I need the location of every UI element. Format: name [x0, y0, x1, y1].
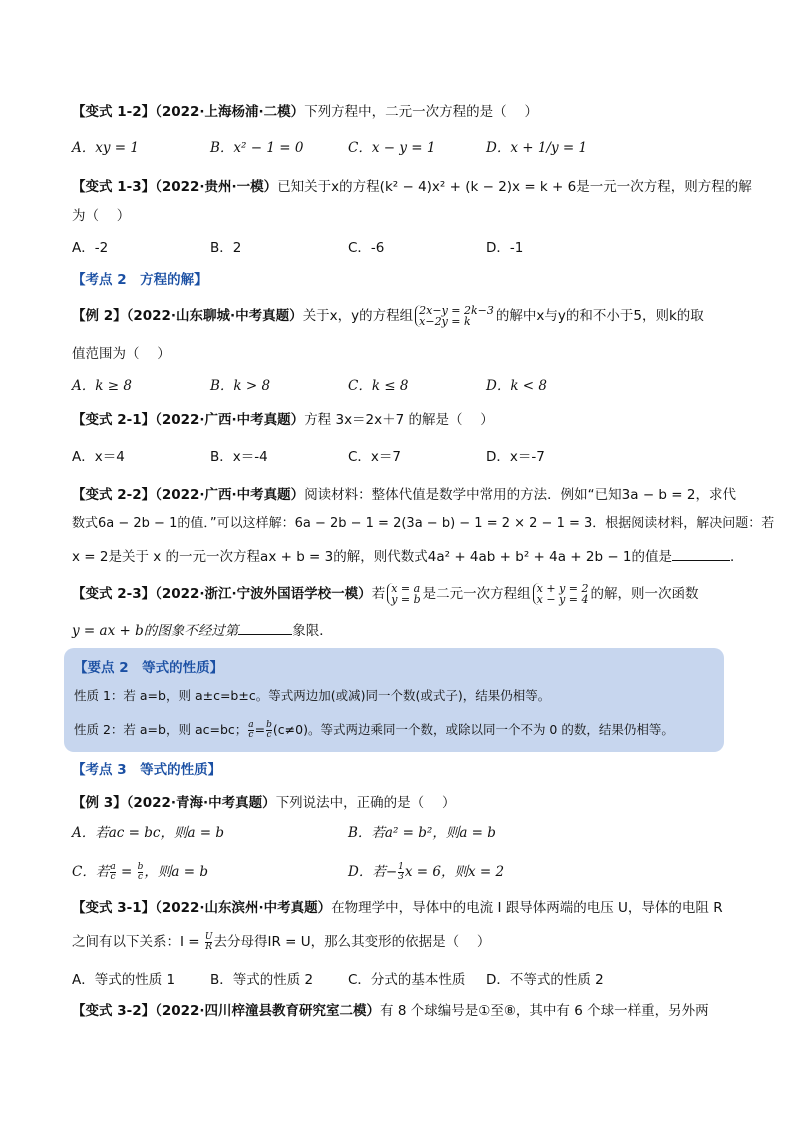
section-heading: 【考点 2 方程的解】: [72, 272, 208, 288]
equation: y = b: [391, 593, 421, 606]
fraction: [266, 721, 272, 740]
options-2-1: [72, 447, 734, 467]
option-c: C．-6: [348, 240, 385, 256]
denominator: c: [110, 872, 116, 882]
option-c: C．x＝7: [348, 449, 402, 465]
property-text: 性质 2：若 a=b，则 ac=bc；: [74, 722, 248, 737]
question-text: 下列方程中，二元一次方程的是（ ）: [304, 104, 538, 120]
fraction: [398, 863, 404, 882]
question-2-3-line2: [72, 620, 333, 641]
options-1-2: [72, 138, 734, 158]
equation-system: [387, 583, 420, 605]
answer-blank[interactable]: [672, 546, 730, 561]
option-c: C．分式的基本性质: [348, 972, 466, 988]
question-source: （2022·广西·中考真题）: [155, 412, 305, 428]
question-2-2-line2: 数式6a − 2b − 1的值．”可以这样解：6a − 2b − 1 = 2(3a − b) − 1 = 2 × 2 − 1 = 3．根据阅读材料，解决问题：若: [72, 516, 775, 531]
question-label: 【变式 3-2】: [72, 1003, 156, 1019]
equation: x − y = 4: [536, 593, 589, 606]
answer-blank[interactable]: [238, 620, 292, 635]
equation: x + y = 2: [536, 582, 589, 595]
numerator: U: [204, 931, 213, 942]
option-d: [348, 860, 504, 884]
question-1-3-cont: [72, 206, 130, 226]
question-text: 在物理学中，导体中的电流 I 跟导体两端的电压 U，导体的电阻 R: [331, 900, 723, 916]
fraction: [248, 721, 253, 740]
question-text: 的解中x与y的和不小于5，则k的取: [495, 308, 704, 324]
option-a: A．-2: [72, 240, 109, 256]
property-text: (c≠0)。等式两边乘同一个数，或除以同一个不为 0 的数，结果仍相等。: [272, 722, 674, 737]
question-label: 【变式 2-1】: [72, 412, 156, 428]
options-ex2: [72, 376, 734, 396]
question-label: 【例 3】: [72, 795, 127, 811]
question-text: 方程 3x＝2x＋7 的解是（ ）: [304, 412, 494, 428]
question-2-2-line3: [72, 546, 744, 567]
question-1-3: [72, 177, 752, 197]
option-b: B．x² − 1 = 0: [210, 140, 304, 156]
equation-system: [415, 305, 494, 327]
question-source: （2022·山东滨州·中考真题）: [155, 900, 332, 916]
options-ex3-cd: [72, 860, 734, 884]
question-text: 的解，则一次函数: [590, 586, 699, 602]
equation: x = a: [391, 582, 421, 595]
question-source: （2022·广西·中考真题）: [155, 487, 305, 503]
fraction: [205, 933, 213, 952]
question-source: （2022·山东聊城·中考真题）: [126, 308, 303, 324]
option-a: A．x＝4: [72, 449, 125, 465]
question-text: 之间有以下关系：I =: [72, 934, 204, 950]
question-label: 【例 2】: [72, 308, 127, 324]
question-text: 值范围为（ ）: [72, 346, 171, 362]
question-text: x = 2是关于 x 的一元一次方程ax + b = 3的解，则代数式4a² + 4ab + b² + 4a + 2b − 1的值是: [72, 549, 673, 565]
option-b: B．2: [210, 240, 242, 256]
option-b: B．若a² = b²，则a = b: [348, 825, 496, 841]
fraction: [110, 863, 115, 882]
question-text: 是二元一次方程组: [422, 586, 531, 602]
denominator: R: [205, 941, 213, 952]
option-b: B．k > 8: [210, 378, 271, 394]
denominator: c: [266, 730, 272, 740]
example-3: [72, 793, 455, 813]
option-d: D．不等式的性质 2: [486, 972, 604, 988]
options-ex3-ab: [72, 823, 734, 843]
example-2-cont: [72, 344, 171, 364]
section-heading: 【考点 3 等式的性质】: [72, 762, 222, 778]
option-d: D．x + 1/y = 1: [486, 140, 588, 156]
question-source: （2022·上海杨浦·二模）: [155, 104, 305, 120]
property-2: 性质 2：若 a=b，则 ac=bc； $\frac{a}{c}$ = $\frac{b}{c}$ (c≠0)。等式两边乘同一个数，或除以同一个不为 0 的数，结果仍相等。: [74, 720, 674, 740]
option-c: C．x − y = 1: [348, 140, 436, 156]
numerator: a: [248, 720, 254, 730]
question-source: （2022·浙江·宁波外国语学校一模）: [155, 586, 372, 602]
option-d: D．x＝-7: [486, 449, 545, 465]
example-2: [72, 303, 704, 329]
option-d: D．k < 8: [486, 378, 547, 394]
question-label: 【变式 2-2】: [72, 487, 156, 503]
denominator: c: [248, 730, 254, 740]
option-text: ，则a = b: [144, 864, 208, 880]
option-a: A．等式的性质 1: [72, 972, 176, 988]
question-text: 有 8 个球编号是①至⑧，其中有 6 个球一样重，另外两: [380, 1003, 709, 1019]
equation: 2x−y = 2k−3: [419, 304, 494, 317]
numerator: b: [137, 862, 144, 872]
question-text: ．: [730, 549, 744, 565]
options-3-1: [72, 970, 734, 990]
question-label: 【变式 1-2】: [72, 104, 156, 120]
question-label: 【变式 1-3】: [72, 179, 156, 195]
question-text: 象限．: [292, 623, 333, 639]
option-b: B．x＝-4: [210, 449, 268, 465]
question-3-1-line2: [72, 930, 490, 954]
option-b: B．等式的性质 2: [210, 972, 314, 988]
key-point-title: 【要点 2 等式的性质】: [74, 660, 224, 676]
option-a: A．xy = 1: [72, 140, 139, 156]
option-text: C．若: [72, 864, 110, 880]
numerator: a: [110, 862, 116, 872]
equation: x−2y = k: [419, 315, 471, 328]
numerator: b: [266, 720, 272, 730]
question-text: 已知关于x的方程(k² − 4)x² + (k − 2)x = k + 6是一元一次方程，则方程的解: [277, 179, 752, 195]
question-3-1: [72, 898, 723, 918]
denominator: 3: [398, 872, 404, 882]
option-a: A．若ac = bc，则a = b: [72, 825, 225, 841]
equation-system: [533, 583, 589, 605]
question-3-2: [72, 1001, 709, 1021]
options-1-3: [72, 238, 734, 258]
question-2-1: [72, 410, 494, 430]
option-c: C．k ≤ 8: [348, 378, 409, 394]
key-point-box: [64, 648, 724, 752]
question-text: 去分母得IR = U，那么其变形的依据是（ ）: [213, 934, 491, 950]
question-text: 为（ ）: [72, 208, 131, 224]
option-text: D．若−: [348, 864, 398, 880]
question-source: （2022·四川梓潼县教育研究室二模）: [155, 1003, 381, 1019]
question-2-2: [72, 485, 736, 505]
question-label: 【变式 3-1】: [72, 900, 156, 916]
option-a: A．k ≥ 8: [72, 378, 132, 394]
question-text: 若: [371, 586, 386, 602]
question-text: y = ax + b的图象不经过第: [72, 623, 239, 639]
option-d: D．-1: [486, 240, 524, 256]
question-source: （2022·贵州·一模）: [155, 179, 278, 195]
question-source: （2022·青海·中考真题）: [126, 795, 276, 811]
property-1: 性质 1：若 a=b，则 a±c=b±c。等式两边加(或减)同一个数(或式子)，结果仍相等。: [74, 688, 551, 703]
option-text: x = 6，则x = 2: [404, 864, 505, 880]
question-label: 【变式 2-3】: [72, 586, 156, 602]
numerator: 1: [398, 862, 404, 872]
question-text: 关于x，y的方程组: [302, 308, 414, 324]
question-2-3: [72, 582, 699, 606]
question-text: 下列说法中，正确的是（ ）: [275, 795, 456, 811]
option-c: C．若 $\frac{a}{c}$ = $\frac{b}{c}$ ，则a = b: [72, 862, 208, 882]
fraction: [138, 863, 144, 882]
denominator: c: [137, 872, 144, 882]
question-1-2: [72, 102, 538, 122]
question-text: 阅读材料：整体代值是数学中常用的方法．例如“已知3a − b = 2，求代: [304, 487, 736, 503]
